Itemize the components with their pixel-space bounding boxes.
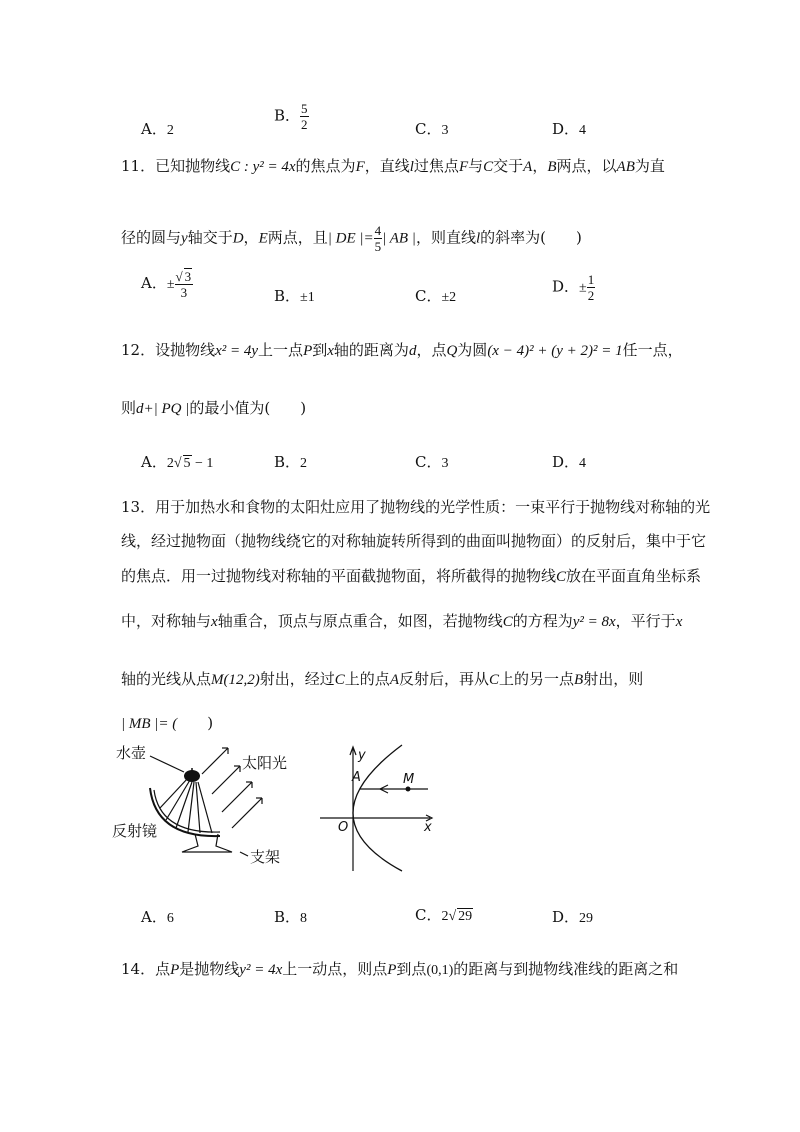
kettle-shape [184, 770, 200, 782]
q13-option-b[interactable]: B．8 [274, 908, 308, 926]
answer-blank: ) [177, 714, 214, 732]
q12-option-a[interactable]: A．2√ 5 − 1 [141, 453, 214, 471]
q13-option-d[interactable]: D．29 [552, 908, 594, 926]
q11-option-c[interactable]: C．±2 [415, 287, 457, 305]
q10-option-d[interactable]: D．4 [552, 120, 587, 138]
q12-option-b[interactable]: B．2 [274, 453, 308, 471]
label-kettle: 水壶 [116, 744, 147, 762]
fraction: $\frac{5}{2}$ [301, 101, 308, 132]
label-a: A [352, 770, 361, 785]
label-stand: 支架 [250, 848, 281, 866]
label-m: M [403, 772, 415, 787]
q12-option-d[interactable]: D．4 [552, 453, 587, 471]
q10-option-a[interactable]: A．2 [141, 120, 174, 138]
q12-option-c[interactable]: C．3 [415, 453, 449, 471]
q11-option-d[interactable]: D．± $\frac{1}{2}$ [552, 272, 595, 303]
answer-blank: ( ) [264, 399, 307, 417]
point-m [406, 787, 411, 792]
q13-line3: 的焦点．用一过抛物线对称轴的平面截抛物面，将所截得的抛物线C放在平面直角坐标系 [121, 567, 702, 585]
q13-option-c[interactable]: C．2√ 29 [415, 906, 473, 924]
answer-blank: ( ) [540, 228, 582, 247]
q11-stem-line1: 11．已知抛物线C : y² = 4x的焦点为F，直线l过焦点F与C交于A，B两点，以AB为直 [121, 157, 665, 175]
label-mirror: 反射镜 [112, 822, 158, 840]
fraction: $\frac{√ 3}{3}$ [175, 269, 192, 300]
solar-cooker-figure [110, 738, 300, 868]
label-y: y [358, 748, 366, 763]
q13-option-a[interactable]: A．6 [141, 908, 174, 926]
q13-line5: 轴的光线从点M(12,2)射出，经过C上的点A反射后，再从C上的另一点B射出，则 [121, 670, 644, 688]
q12-stem-line2: 则d+| PQ |的最小值为( ) [121, 399, 307, 417]
q13-line6: | MB |= ( ) [121, 714, 214, 732]
label-x: x [424, 820, 432, 835]
q10-option-c[interactable]: C．3 [415, 120, 449, 138]
q13-line1: 13．用于加热水和食物的太阳灶应用了抛物线的光学性质：一束平行于抛物线对称轴的光 [121, 498, 711, 516]
q12-stem-line1: 12．设抛物线x² = 4y上一点P到x轴的距离为d，点Q为圆(x − 4)² + (y + 2)² = 1任一点， [121, 341, 683, 359]
parabola-figure [318, 743, 453, 873]
reflector-dish [150, 788, 220, 836]
q11-option-a[interactable]: A．± $\frac{√ 3}{3}$ [141, 269, 192, 300]
q11-option-b[interactable]: B．±1 [274, 287, 315, 305]
q13-line2: 线，经过抛物面（抛物线绕它的对称轴旋转所得到的曲面叫抛物面）的反射后，集中于它 [121, 532, 707, 550]
fraction: $\frac{1}{2}$ [587, 272, 595, 303]
q14-stem-line1: 14．点P是抛物线y² = 4x上一动点，则点P到点(0,1)的距离与到抛物线准线的距离之和 [121, 960, 679, 978]
q13-line4: 中，对称轴与x轴重合，顶点与原点重合，如图，若抛物线C的方程为y² = 8x，平行于x [121, 612, 683, 630]
label-o: O [338, 820, 349, 835]
label-sunlight: 太阳光 [242, 754, 288, 772]
q10-option-b[interactable]: B． $\frac{5}{2}$ [274, 101, 308, 132]
q11-stem-line2: 径的圆与y轴交于D，E两点，且| DE |= $\frac{4}{5}$ | AB |，则直线l的斜率为( ) [121, 223, 582, 254]
fraction: $\frac{4}{5}$ [374, 223, 382, 254]
parabola-curve [353, 745, 402, 871]
